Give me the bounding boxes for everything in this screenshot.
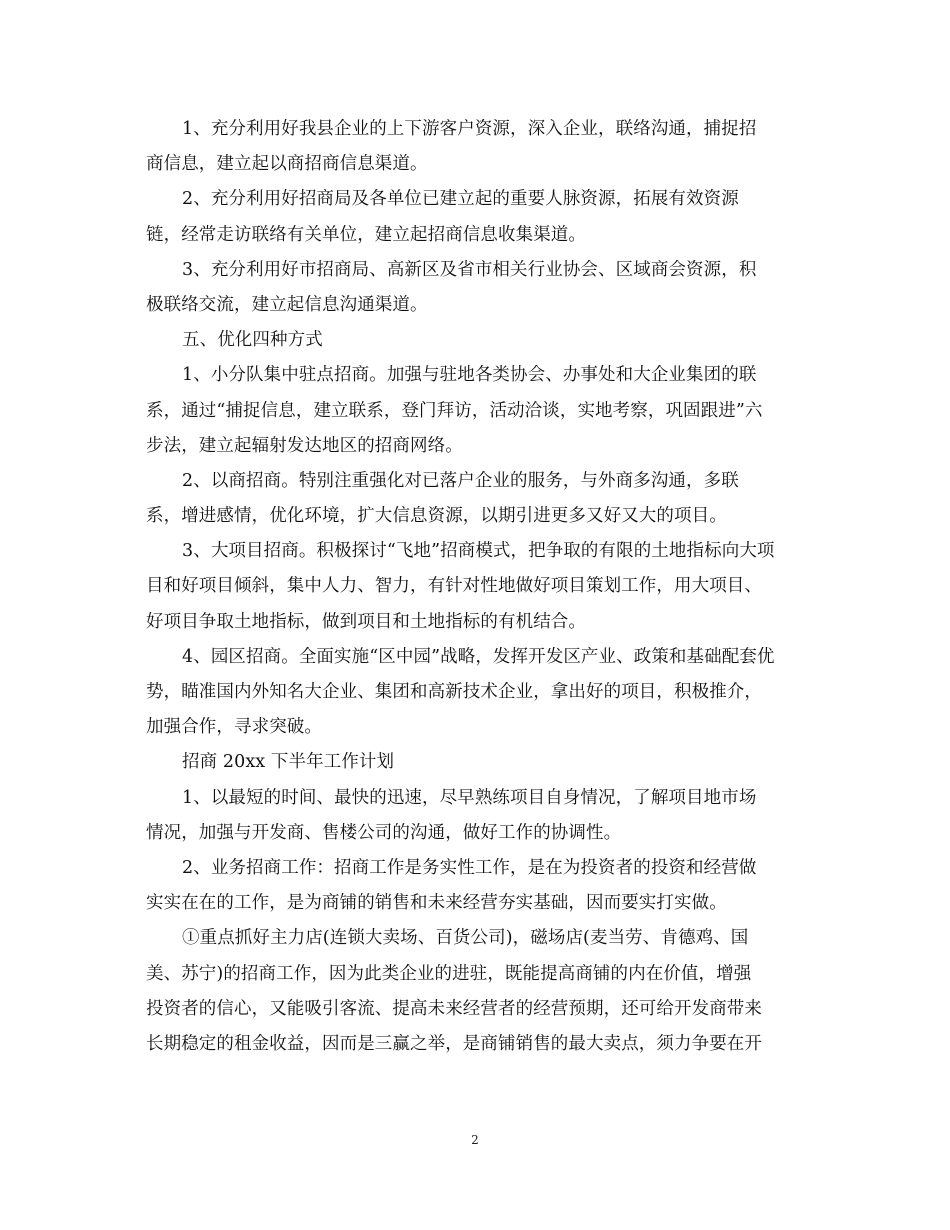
text-line: 链，经常走访联络有关单位，建立起招商信息收集渠道。 (146, 224, 586, 245)
text-line: 美、苏宁)的招商工作，因为此类企业的进驻，既能提高商铺的内在价值，增强 (146, 963, 752, 984)
text-line: 3、充分利用好市招商局、高新区及省市相关行业协会、区域商会资源，积 (182, 259, 757, 280)
text-line: 系，通过“捕捉信息，建立联系，登门拜访，活动洽谈，实地考察，巩固跟进”六 (146, 400, 763, 421)
text-line: 4、园区招商。全面实施“区中园”战略，发挥开发区产业、政策和基础配套优 (182, 646, 775, 667)
text-line: 好项目争取土地指标，做到项目和土地指标的有机结合。 (146, 611, 586, 632)
text-line: 3、大项目招商。积极探讨“飞地”招商模式，把争取的有限的土地指标向大项 (182, 541, 775, 562)
text-line: 2、业务招商工作：招商工作是务实性工作，是在为投资者的投资和经营做 (182, 857, 757, 878)
document-body (146, 112, 808, 1062)
text-line: 商信息，建立起以商招商信息渠道。 (146, 154, 428, 175)
text-line: 极联络交流，建立起信息沟通渠道。 (146, 294, 428, 315)
text-line: 2、充分利用好招商局及各单位已建立起的重要人脉资源，拓展有效资源 (182, 189, 739, 210)
text-line: 目和好项目倾斜，集中人力、智力，有针对性地做好项目策划工作，用大项目、 (146, 576, 762, 597)
page-number: 2 (471, 1133, 479, 1147)
text-line: ①重点抓好主力店(连锁大卖场、百货公司)，磁场店(麦当劳、肯德鸡、国 (182, 928, 749, 949)
text-line: 1、小分队集中驻点招商。加强与驻地各类协会、办事处和大企业集团的联 (182, 365, 757, 386)
text-line: 步法，建立起辐射发达地区的招商网络。 (146, 435, 463, 456)
text-line: 1、充分利用好我县企业的上下游客户资源，深入企业，联络沟通，捕捉招 (182, 119, 757, 139)
text-line: 五、优化四种方式 (182, 330, 323, 351)
text-line: 情况，加强与开发商、售楼公司的沟通，做好工作的协调性。 (146, 822, 622, 843)
text-line: 2、以商招商。特别注重强化对已落户企业的服务，与外商多沟通，多联 (182, 470, 739, 491)
text-line: 加强合作，寻求突破。 (146, 717, 322, 738)
text-line: 势，瞄准国内外知名大企业、集团和高新技术企业，拿出好的项目，积极推介， (146, 682, 762, 702)
text-line: 招商 20xx 下半年工作计划 (182, 752, 395, 773)
text-line: 投资者的信心，又能吸引客流、提高未来经营者的经营预期，还可给开发商带来 (146, 998, 762, 1019)
text-line: 实实在在的工作，是为商铺的销售和未来经营夯实基础，因而要实打实做。 (146, 893, 727, 914)
text-line: 长期稳定的租金收益，因而是三赢之举，是商铺销售的最大卖点，须力争要在开 (146, 1033, 762, 1054)
text-line: 系，增进感情，优化环境，扩大信息资源，以期引进更多又好又大的项目。 (146, 506, 727, 527)
text-line: 1、以最短的时间、最快的迅速，尽早熟练项目自身情况，了解项目地市场 (182, 787, 757, 808)
